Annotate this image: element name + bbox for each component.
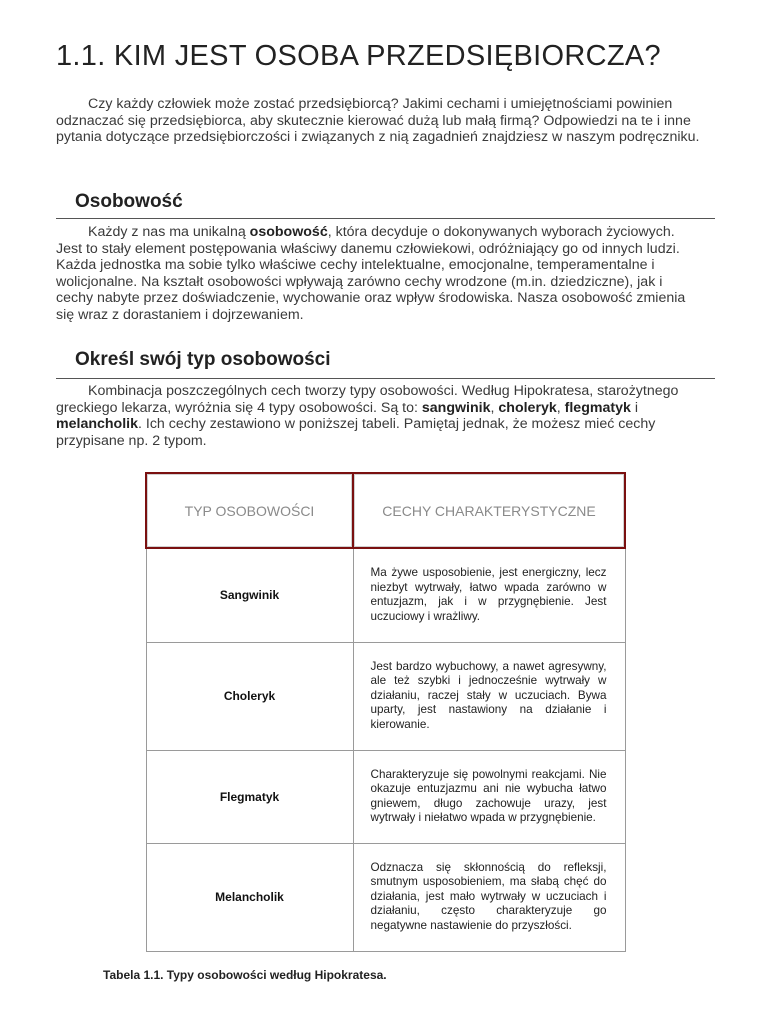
header-traits: CECHY CHARAKTERYSTYCZNE xyxy=(353,473,625,548)
page-title: 1.1. KIM JEST OSOBA PRZEDSIĘBIORCZA? xyxy=(56,40,661,72)
table-row xyxy=(146,750,625,843)
type-name: Flegmatyk xyxy=(146,750,353,843)
intro-paragraph: Czy każdy człowiek może zostać przedsiębiorcą? Jakimi cechami i umiejętnościami powinien odznaczać się przedsiębiorca, aby skutecznie kierować dużą lub małą firmą? Odpowiedzi na te i inne pytania dotyczące przedsiębiorczości i związanych z nią zagadnień znajdziesz w naszym podręczniku. xyxy=(56,96,700,146)
paragraph-text: , która decyduje o dokonywanych wyborach życiowych. Jest to stały element postępowania właściwy danemu człowiekowi, odróżniający go od innych ludzi. Każda jednostka ma sobie tylko właściwe cechy intelektualne, emocjonalne, temperamentalne i wolicjonalne. Na kształt osobowości wpływają zarówno cechy wrodzone (m.in. dziedziczne), jak i cechy nabyte przez doświadczenie, wychowanie oraz wpływ środowiska. Nasza osobowość zmienia się wraz z dorastaniem i dojrzewaniem. xyxy=(56,224,686,323)
section-heading-personality: Osobowość xyxy=(75,191,183,212)
personality-type-paragraph xyxy=(56,383,700,449)
table-row xyxy=(146,642,625,750)
type-name: Choleryk xyxy=(146,642,353,750)
table-header-row xyxy=(146,473,625,548)
section-divider xyxy=(56,218,715,219)
paragraph-text: Kombinacja poszczególnych cech tworzy typy osobowości. Według Hipokratesa, starożytnego greckiego lekarza, wyróżnia się 4 typy osobowości. Są to: xyxy=(56,383,679,416)
paragraph-text: Każdy z nas ma unikalną xyxy=(88,224,250,240)
type-description: Jest bardzo wybuchowy, a nawet agresywny, ale też szybki i jednocześnie wytrwały w działaniu, raczej stały w uczuciach. Bywa uparty, jest nastawiony na działanie i kierowanie. xyxy=(353,642,625,750)
table-row xyxy=(146,548,625,642)
header-type: TYP OSOBOWOŚCI xyxy=(146,473,353,548)
type-name: Sangwinik xyxy=(146,548,353,642)
bold-term: choleryk xyxy=(498,399,557,416)
table-caption: Tabela 1.1. Typy osobowości według Hipokratesa. xyxy=(103,968,387,982)
type-description: Ma żywe usposobienie, jest energiczny, lecz niezbyt wytrwały, łatwo wpada zarówno w entuzjazm, jak i w przygnębienie. Jest uczuciowy i wrażliwy. xyxy=(353,548,625,642)
bold-term: flegmatyk xyxy=(564,399,631,416)
section-divider xyxy=(56,378,715,379)
paragraph-text: i xyxy=(630,399,638,416)
type-description: Odznacza się skłonnością do refleksji, smutnym usposobieniem, ma słabą chęć do działania, jest mało wytrwały w uczuciach i działaniu, często charakteryzuje go negatywne nastawienie do przyszłości. xyxy=(353,843,625,951)
personality-paragraph xyxy=(56,224,700,324)
bold-term: osobowość xyxy=(249,224,328,240)
section-heading-personality-type: Określ swój typ osobowości xyxy=(75,349,331,370)
paragraph-text: , xyxy=(490,399,499,416)
personality-types-table xyxy=(145,472,626,952)
type-name: Melancholik xyxy=(146,843,353,951)
bold-term: melancholik xyxy=(56,416,139,433)
paragraph-text: . Ich cechy zestawiono w poniższej tabeli. Pamiętaj jednak, że możesz mieć cechy przypisane np. 2 typom. xyxy=(56,416,656,449)
table-row xyxy=(146,843,625,951)
bold-term: sangwinik xyxy=(421,399,491,416)
paragraph-text: , xyxy=(556,399,565,416)
type-description: Charakteryzuje się powolnymi reakcjami. Nie okazuje entuzjazmu ani nie wybucha łatwo gniewem, długo zachowuje urazy, jest wytrwały i niełatwo wpada w przygnębienie. xyxy=(353,750,625,843)
